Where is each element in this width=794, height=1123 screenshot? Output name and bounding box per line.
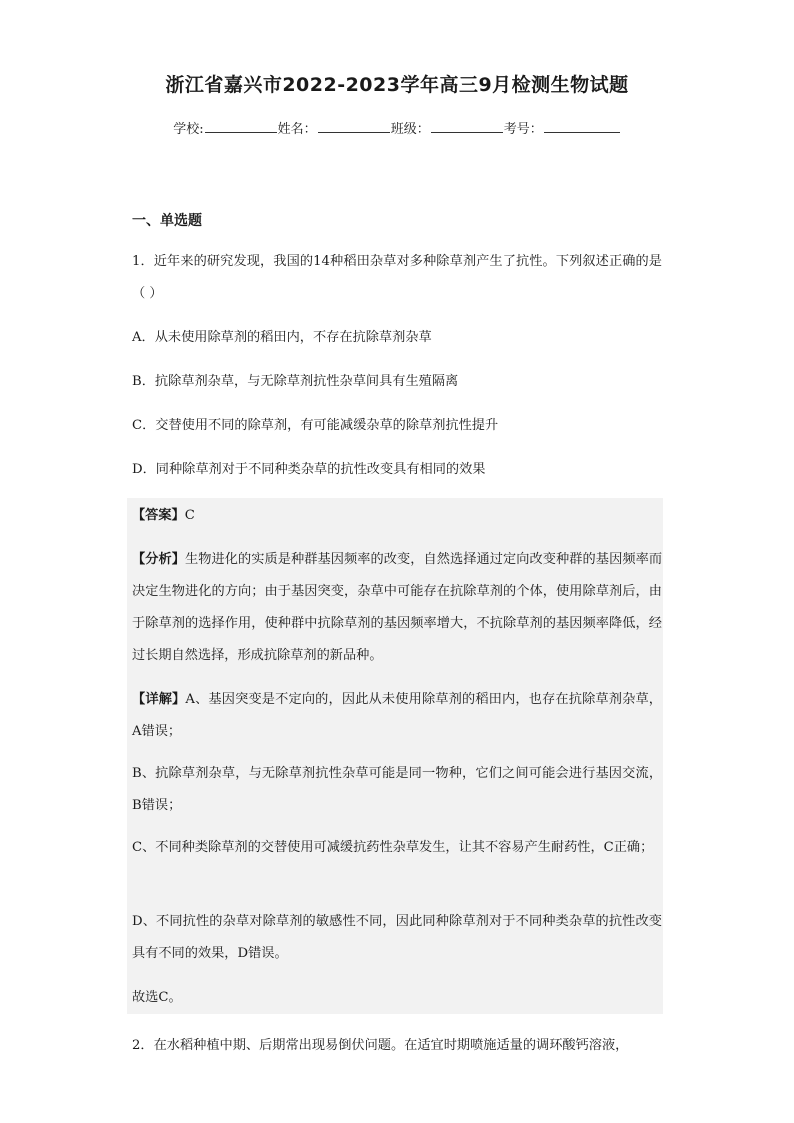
exam-no-blank: [544, 120, 620, 133]
answer-value: C: [184, 508, 195, 523]
school-label: 学校:: [173, 122, 204, 137]
detail-a-text: A、基因突变是不定向的，因此从未使用除草剂的稻田内，也存在抗除草剂杂草，A错误；: [132, 692, 662, 739]
question-1-stem: 1．近年来的研究发现，我国的14种稻田杂草对多种除草剂产生了抗性。下列叙述正确的是（ ）: [132, 254, 662, 301]
student-info-line: [0, 118, 794, 137]
answer-line: [132, 500, 662, 532]
name-blank: [318, 120, 390, 133]
class-label: 班级：: [390, 122, 430, 137]
option-b: B．抗除草剂杂草，与无除草剂抗性杂草间具有生殖隔离: [132, 374, 459, 389]
detail-paragraph-b: B、抗除草剂杂草，与无除草剂抗性杂草可能是同一物种，它们之间可能会进行基因交流，B错误；: [132, 766, 662, 813]
exam-no-label: 考号：: [503, 122, 543, 137]
analysis-text: 生物进化的实质是种群基因频率的改变，自然选择通过定向改变种群的基因频率而决定生物进化的方向；由于基因突变，杂草中可能存在抗除草剂的个体，使用除草剂后，由于除草剂的选择作用，使种群中抗除草剂的基因频率增大，不抗除草剂的基因频率降低，经过长期自然选择，形成抗除草剂的新品种。: [132, 552, 663, 663]
option-c: C．交替使用不同的除草剂，有可能减缓杂草的除草剂抗性提升: [132, 418, 499, 433]
detail-label: 【详解】: [132, 692, 186, 707]
analysis-label: 【分析】: [132, 552, 186, 567]
conclusion-line: 故选C。: [132, 990, 182, 1005]
name-label: 姓名：: [277, 122, 317, 137]
school-blank: [205, 120, 277, 133]
answer-label: 【答案】: [132, 508, 185, 523]
exam-title: 浙江省嘉兴市2022-2023学年高三9月检测生物试题: [165, 74, 629, 96]
section-heading: 一、单选题: [132, 213, 202, 229]
option-a: A．从未使用除草剂的稻田内，不存在抗除草剂杂草: [132, 330, 432, 345]
option-d: D．同种除草剂对于不同种类杂草的抗性改变具有相同的效果: [132, 462, 486, 477]
analysis-paragraph: [132, 544, 662, 672]
detail-paragraph-d: D、不同抗性的杂草对除草剂的敏感性不同，因此同种除草剂对于不同种类杂草的抗性改变具有不同的效果，D错误。: [132, 914, 662, 961]
detail-paragraph-c: C、不同种类除草剂的交替使用可减缓抗药性杂草发生，让其不容易产生耐药性，C正确；: [132, 840, 654, 855]
detail-paragraph-a: [132, 684, 662, 748]
class-blank: [431, 120, 503, 133]
question-2-stem: 2．在水稻种植中期、后期常出现易倒伏问题。在适宜时期喷施适量的调环酸钙溶液，: [132, 1038, 629, 1053]
